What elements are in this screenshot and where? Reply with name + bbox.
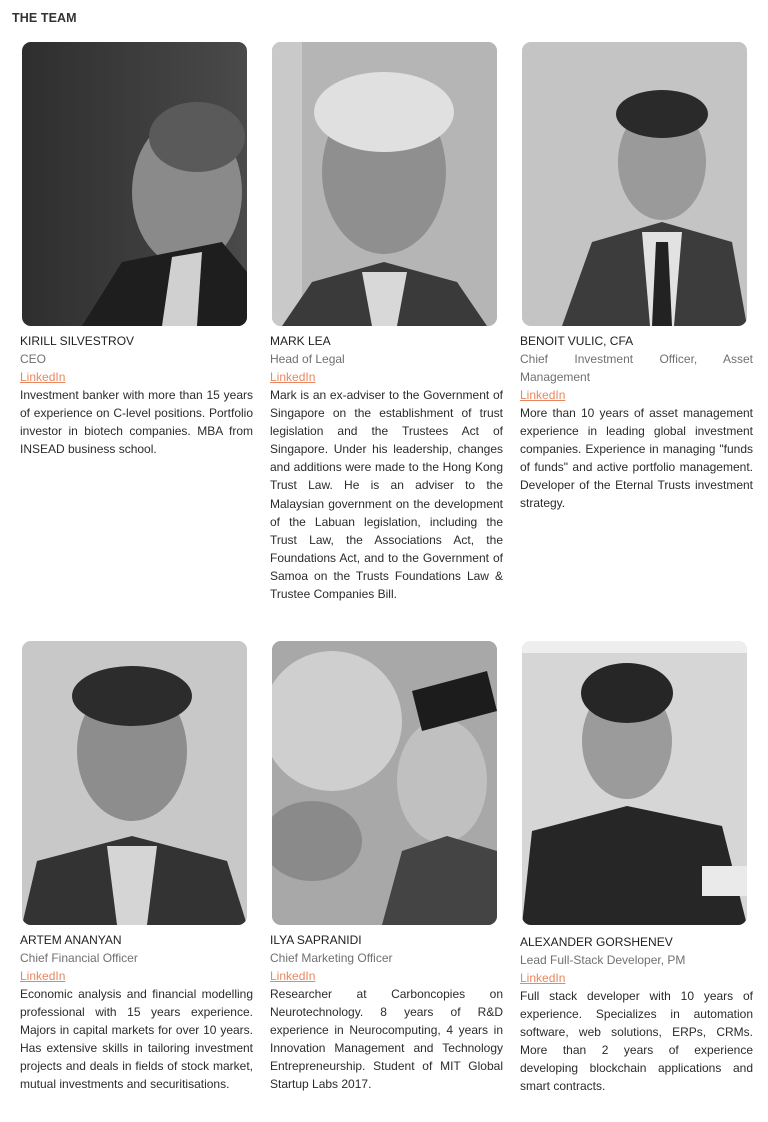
- member-name: MARK LEA: [270, 334, 331, 348]
- member-bio: Researcher at Carboncopies on Neurotechnology. 8 years of R&D experience in Neurocomputing, 4 years in Innovation Management and Technology Entrepreneurship. Student of MIT Global Startup Labs 2017.: [270, 987, 503, 1092]
- member-role: Lead Full-Stack Developer, PM: [520, 953, 686, 967]
- team-member-card: [270, 641, 503, 1094]
- member-role: CEO: [20, 352, 47, 366]
- member-photo: [522, 641, 747, 925]
- linkedin-link[interactable]: LinkedIn: [520, 971, 566, 985]
- member-bio: Investment banker with more than 15 years of experience on C-level positions. Portfolio investor in biotech companies. MBA from INSEAD business school.: [20, 388, 253, 457]
- team-member-card: [20, 641, 253, 1094]
- member-name: KIRILL SILVESTROV: [20, 334, 135, 348]
- member-name: ILYA SAPRANIDI: [270, 933, 362, 947]
- member-role: Chief Investment Officer, Asset Management: [520, 352, 753, 384]
- member-role: Chief Financial Officer: [20, 951, 138, 965]
- linkedin-link[interactable]: LinkedIn: [20, 370, 66, 384]
- member-bio: Full stack developer with 10 years of experience. Specializes in automation software, web solutions, ERPs, CRMs. More than 2 years of experience developing blockchain applications and smart contracts.: [520, 989, 753, 1094]
- member-name: ALEXANDER GORSHENEV: [520, 935, 673, 949]
- member-photo: [22, 641, 247, 925]
- team-member-card: [20, 42, 253, 458]
- member-bio: Mark is an ex-adviser to the Government of Singapore on the establishment of trust legislation and the Trustees Act of Singapore. Under his leadership, changes and additions were made to the Hong Kong Trust Law. He is an adviser to the Malaysian government on the development of the Labuan legislation, including the Trust Law, the Associations Act, the Foundations Act, and to the Government of Samoa on the Trusts Foundations Law & Trustee Companies Bill.: [270, 388, 503, 602]
- member-name: BENOIT VULIC, CFA: [520, 334, 634, 348]
- linkedin-link[interactable]: LinkedIn: [520, 388, 566, 402]
- linkedin-link[interactable]: LinkedIn: [270, 969, 316, 983]
- member-role: Chief Marketing Officer: [270, 951, 393, 965]
- linkedin-link[interactable]: LinkedIn: [20, 969, 66, 983]
- member-photo: [522, 42, 747, 326]
- member-role: Head of Legal: [270, 352, 345, 366]
- team-member-card: [270, 42, 503, 603]
- team-member-card: [520, 641, 753, 1096]
- linkedin-link[interactable]: LinkedIn: [270, 370, 316, 384]
- member-photo: [272, 641, 497, 925]
- member-bio: Economic analysis and financial modelling professional with 15 years experience. Majors in capital markets for over 10 years. Has extensive skills in tailoring investment projects and deals in fields of stock market, mutual investments and securitisations.: [20, 987, 253, 1092]
- team-member-card: [520, 42, 753, 513]
- member-photo: [272, 42, 497, 326]
- member-bio: More than 10 years of asset management experience in leading global investment companies. Experience in managing "funds of funds" and active portfolio management. Developer of the Eternal Trusts investment strategy.: [520, 406, 753, 511]
- section-title: THE TEAM: [12, 11, 77, 25]
- member-photo: [22, 42, 247, 326]
- member-name: ARTEM ANANYAN: [20, 933, 122, 947]
